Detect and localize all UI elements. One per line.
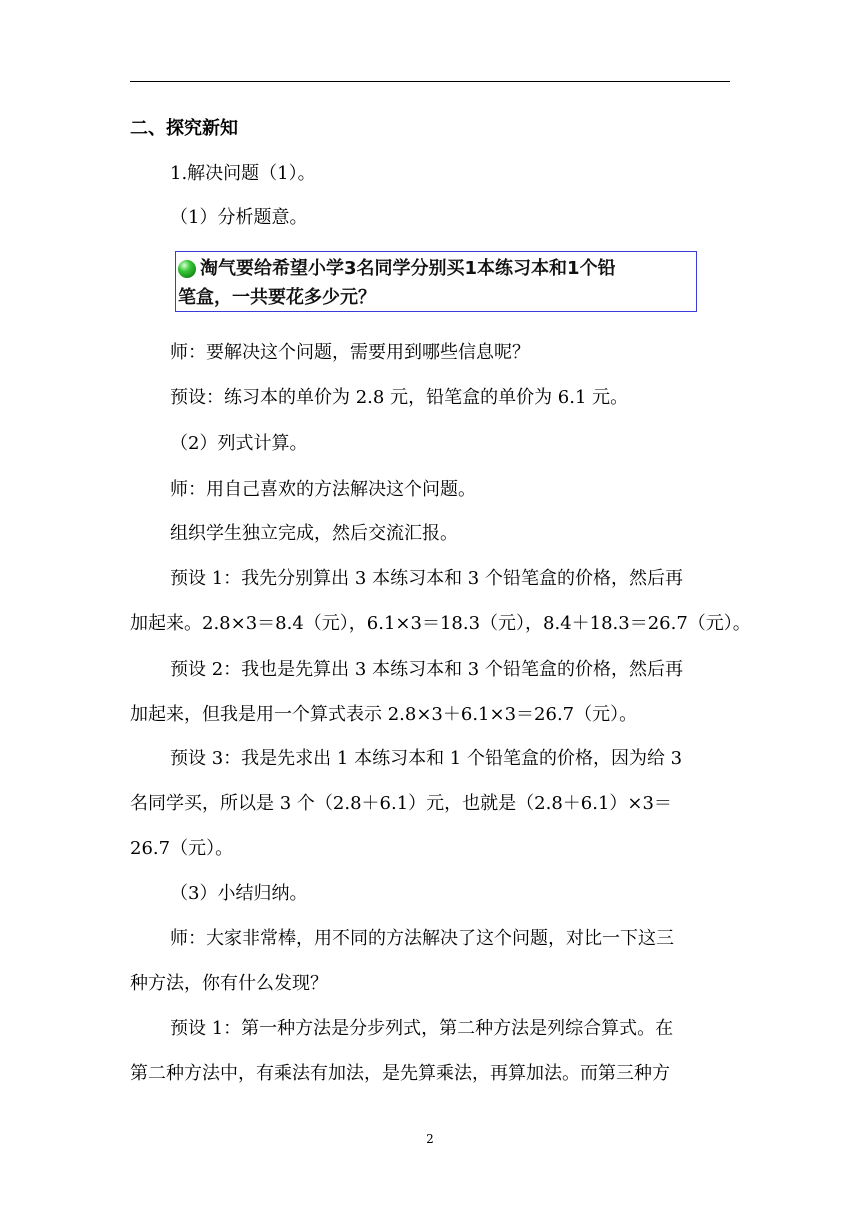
question-line-1: 淘气要给希望小学3名同学分别买1本练习本和1个铅 bbox=[200, 258, 616, 279]
paragraph-teacher-question: 师：要解决这个问题，需要用到哪些信息呢？ bbox=[170, 342, 530, 363]
subsection-calculate: （2）列式计算。 bbox=[170, 433, 308, 454]
preset-1-line-2: 加起来。2.8×3＝8.4（元），6.1×3＝18.3（元），8.4＋18.3＝26.7（元）。 bbox=[130, 613, 751, 634]
question-box bbox=[175, 251, 697, 312]
preset-3-line-2: 名同学买，所以是 3 个（2.8＋6.1）元，也就是（2.8＋6.1）×3＝ bbox=[130, 793, 672, 814]
paragraph-organize: 组织学生独立完成，然后交流汇报。 bbox=[170, 523, 458, 544]
subsection-summary: （3）小结归纳。 bbox=[170, 883, 308, 904]
preset-3-line-1: 预设 3：我是先求出 1 本练习本和 1 个铅笔盒的价格，因为给 3 bbox=[170, 748, 683, 769]
preset-1-line-1: 预设 1：我先分别算出 3 本练习本和 3 个铅笔盒的价格，然后再 bbox=[170, 568, 683, 589]
green-ball-icon bbox=[178, 260, 196, 278]
item-1-title: 1.解决问题（1）。 bbox=[170, 163, 316, 184]
paragraph-preset-prices: 预设：练习本的单价为 2.8 元，铅笔盒的单价为 6.1 元。 bbox=[170, 387, 629, 408]
preset-2-line-1: 预设 2：我也是先算出 3 本练习本和 3 个铅笔盒的价格，然后再 bbox=[170, 659, 683, 680]
summary-preset-1-line-2: 第二种方法中，有乘法有加法，是先算乘法，再算加法。而第三种方 bbox=[130, 1063, 670, 1084]
subsection-analyze: （1）分析题意。 bbox=[170, 207, 308, 228]
preset-3-line-3: 26.7（元）。 bbox=[130, 838, 234, 859]
teacher-summary-line-2: 种方法，你有什么发现？ bbox=[130, 973, 328, 994]
preset-2-line-2: 加起来，但我是用一个算式表示 2.8×3＋6.1×3＝26.7（元）。 bbox=[130, 704, 638, 725]
paragraph-teacher-solve: 师：用自己喜欢的方法解决这个问题。 bbox=[170, 479, 476, 500]
page-number: 2 bbox=[426, 1132, 434, 1146]
section-title: 二、探究新知 bbox=[130, 118, 238, 139]
question-text bbox=[178, 254, 690, 312]
header-rule bbox=[130, 81, 730, 82]
question-line-2: 笔盒，一共要花多少元？ bbox=[178, 287, 376, 308]
teacher-summary-line-1: 师：大家非常棒，用不同的方法解决了这个问题，对比一下这三 bbox=[170, 928, 674, 949]
summary-preset-1-line-1: 预设 1：第一种方法是分步列式，第二种方法是列综合算式。在 bbox=[170, 1018, 674, 1039]
